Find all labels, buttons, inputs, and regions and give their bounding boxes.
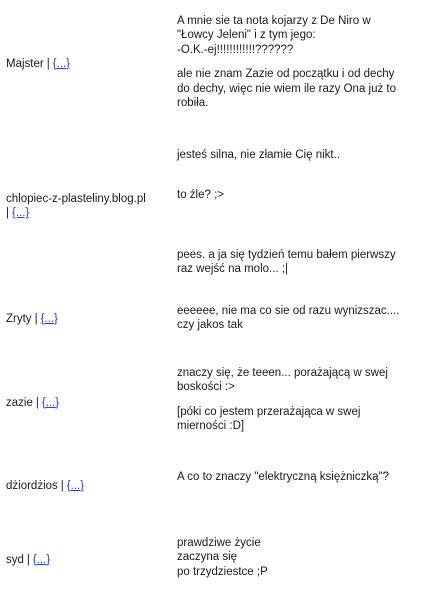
comment-paragraph: ale nie znam Zazie od początku i od dechy do dechy, więc nie wiem ile razy Ona już to robiła. (177, 68, 397, 109)
comment-text (177, 188, 407, 202)
author-cell (6, 192, 166, 222)
author-cell (6, 304, 166, 334)
separator: | (6, 207, 9, 220)
author-name: dżiordżios (6, 479, 58, 492)
comment-paragraph: A mnie sie ta nota kojarzy z De Niro w "Łowcy Jeleni" i z tym jego: -O.K.-ej!!!!!!!!!!!!?????? (177, 15, 371, 56)
comment-text (177, 14, 407, 110)
comment-paragraph: [póki co jestem przerażająca w swej mierności :D] (177, 405, 361, 433)
author-line (6, 57, 166, 71)
reply-link[interactable]: {...} (40, 312, 58, 325)
comment-text (177, 304, 407, 333)
comment-row (0, 248, 422, 282)
reply-link[interactable]: {...} (12, 207, 30, 220)
author-name: chlopiec-z-plasteliny.blog.pl (6, 193, 146, 205)
reply-link[interactable]: {...} (66, 479, 85, 492)
comment-paragraph: to źle? ;> (177, 189, 224, 201)
author-name: syd (6, 553, 24, 566)
comment-row (0, 366, 422, 440)
comment-paragraph: znaczy się, że teeen... porażającą w swej boskości :> (177, 367, 388, 394)
separator: | (26, 553, 30, 566)
author-line (6, 553, 166, 567)
separator: | (46, 57, 50, 70)
comment-row (0, 470, 422, 502)
author-line (6, 479, 166, 493)
separator: | (34, 312, 38, 325)
separator: | (60, 479, 64, 492)
separator: | (35, 396, 39, 409)
comment-paragraph: jesteś silna, nie złamie Cię nikt.. (177, 149, 340, 161)
comment-text (177, 248, 407, 277)
author-cell (6, 536, 166, 584)
reply-link[interactable]: {...} (41, 396, 60, 409)
comment-row (0, 304, 422, 334)
author-name: Majster (6, 57, 44, 70)
author-name: Zryty (6, 312, 32, 325)
comment-text (177, 536, 407, 579)
comment-row (0, 536, 422, 584)
comment-paragraph: pees. a ja się tydzień temu bałem pierwszy raz wejść na molo... ;| (177, 249, 396, 276)
reply-link[interactable]: {...} (32, 553, 51, 566)
comment-row (0, 186, 422, 226)
author-line (6, 192, 166, 221)
reply-link[interactable]: {...} (52, 57, 70, 70)
author-name: zazie (6, 396, 33, 409)
author-line (6, 396, 166, 410)
author-cell (6, 470, 166, 502)
comment-paragraph: prawdziwe życie zaczyna się po trzydziestce ;P (177, 537, 268, 578)
author-cell (6, 14, 166, 114)
comment-text (177, 470, 407, 484)
comment-paragraph: eeeeee, nie ma co sie od razu wynizszac.... czy jakos tak (177, 305, 400, 332)
comment-row (0, 14, 422, 114)
comment-paragraph: A co to znaczy "elektryczną księżniczką"? (177, 471, 390, 483)
author-cell (6, 366, 166, 440)
comment-text (177, 366, 407, 434)
author-line (6, 312, 166, 326)
comment-text (177, 148, 407, 162)
comment-row (0, 148, 422, 166)
